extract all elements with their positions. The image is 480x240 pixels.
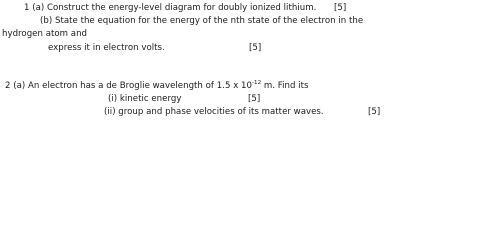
- q2a-ii-marks: [5]: [368, 107, 381, 117]
- q1a-text: 1 (a) Construct the energy-level diagram for doubly ionized lithium.: [24, 3, 317, 13]
- q1b-text-line1: (b) State the equation for the energy of the nth state of the electron in the: [40, 16, 364, 26]
- q2a-text-before: 2 (a) An electron has a de Broglie wavelength of 1.5 x 10: [5, 81, 253, 91]
- q2a-text-after: m. Find its: [261, 81, 309, 91]
- q1b-text-line2: hydrogen atom and: [2, 29, 88, 39]
- q1b-text-line3: express it in electron volts.: [48, 43, 165, 53]
- q2a-i-marks: [5]: [248, 94, 261, 104]
- q1a-marks: [5]: [334, 3, 347, 13]
- q1b-marks: [5]: [249, 43, 262, 53]
- q2a-ii-text: (ii) group and phase velocities of its matter waves.: [104, 107, 324, 117]
- q2a-i-text: (i) kinetic energy: [108, 94, 182, 104]
- q2a-exponent: -12: [252, 80, 262, 86]
- q2a-text: [5, 81, 308, 92]
